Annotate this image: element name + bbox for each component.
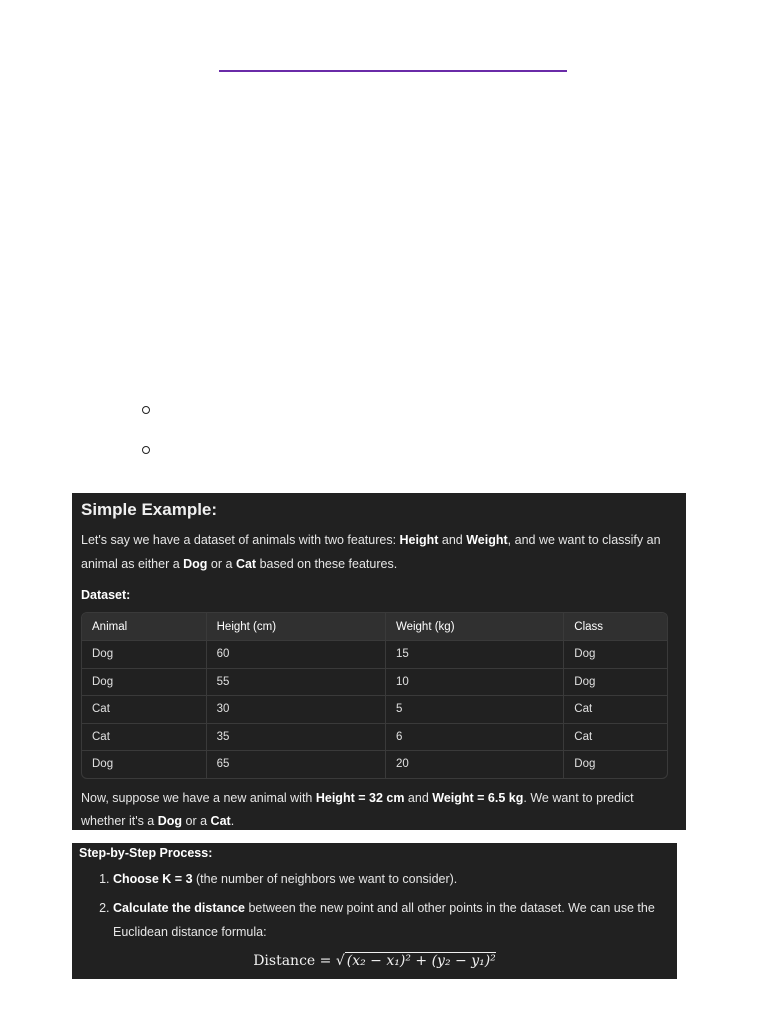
intro-bold: Weight xyxy=(466,533,508,547)
section-heading: Simple Example: xyxy=(81,500,218,519)
step-by-step-panel xyxy=(72,843,677,979)
table-cell: 55 xyxy=(207,668,386,696)
outro-text: . We want to predict whether it's a xyxy=(81,790,634,828)
table-cell: Cat xyxy=(564,723,667,751)
table-cell: Dog xyxy=(82,640,207,668)
table-cell: Dog xyxy=(564,640,667,668)
table-row xyxy=(82,750,667,778)
list-item xyxy=(113,867,671,891)
steps-list xyxy=(79,867,671,944)
table-cell: 30 xyxy=(207,695,386,723)
table-cell: 65 xyxy=(207,750,386,778)
column-header: Class xyxy=(564,613,667,640)
table-cell: 15 xyxy=(386,640,564,668)
dataset-label: Dataset: xyxy=(81,588,131,602)
table-cell: 20 xyxy=(386,750,564,778)
table-cell: 5 xyxy=(386,695,564,723)
bullet-circle-icon xyxy=(142,406,150,414)
steps-heading: Step-by-Step Process: xyxy=(79,846,213,860)
table-row xyxy=(82,723,667,751)
list-item xyxy=(113,896,671,944)
outro-bold: Height = 32 cm xyxy=(315,790,405,805)
formula-lhs: Distance xyxy=(253,953,316,969)
table-cell: 35 xyxy=(207,723,386,751)
outro-text: . xyxy=(230,813,235,828)
table-cell: 60 xyxy=(207,640,386,668)
outro-text: Now, suppose we have a new animal with xyxy=(81,790,316,805)
table-cell: Cat xyxy=(82,695,207,723)
outro-text: or a xyxy=(182,813,211,828)
distance-formula xyxy=(72,953,677,969)
intro-text: or a xyxy=(207,556,236,571)
square-root-icon: √ (x₂ − x₁)² + (y₂ − y₁)² xyxy=(335,953,496,969)
table-cell: Dog xyxy=(82,668,207,696)
table-row xyxy=(82,695,667,723)
intro-bold: Height xyxy=(399,533,439,547)
simple-example-panel xyxy=(72,493,686,830)
table-cell: 6 xyxy=(386,723,564,751)
intro-text: Let's say we have a dataset of animals with two features: xyxy=(81,533,400,547)
step-bold: Choose K = 3 xyxy=(113,872,193,886)
column-header: Animal xyxy=(82,613,207,640)
step-text: (the number of neighbors we want to consider). xyxy=(192,872,458,886)
table-cell: 10 xyxy=(386,668,564,696)
step-bold: Calculate the distance xyxy=(113,901,245,915)
bullet-circle-icon xyxy=(142,446,150,454)
step-text: between the new point and all other points in the dataset. We can use the Euclidean distance formula: xyxy=(113,901,655,939)
outro-text: and xyxy=(404,790,433,805)
intro-bold: Cat xyxy=(235,556,257,571)
top-divider-line xyxy=(219,70,567,72)
column-header: Weight (kg) xyxy=(386,613,564,640)
outro-paragraph xyxy=(81,787,676,833)
outro-bold: Dog xyxy=(157,813,183,828)
intro-text: and xyxy=(438,533,467,547)
column-header: Height (cm) xyxy=(207,613,386,640)
table-cell: Cat xyxy=(564,695,667,723)
table-row xyxy=(82,668,667,696)
intro-text: based on these features. xyxy=(256,556,398,571)
formula-body: (x₂ − x₁)² + (y₂ − y₁)² xyxy=(346,953,496,969)
intro-paragraph xyxy=(81,529,676,576)
table-cell: Dog xyxy=(82,750,207,778)
table-row xyxy=(82,640,667,668)
formula-equals: = xyxy=(315,953,336,969)
outro-bold: Cat xyxy=(210,813,231,828)
outro-bold: Weight = 6.5 kg xyxy=(432,790,524,805)
table-cell: Cat xyxy=(82,723,207,751)
table-cell: Dog xyxy=(564,668,667,696)
dataset-table xyxy=(81,612,668,779)
intro-bold: Dog xyxy=(183,556,208,571)
intro-text: , and we want to classify an animal as either a xyxy=(81,533,661,571)
table-header-row xyxy=(82,613,667,640)
table-cell: Dog xyxy=(564,750,667,778)
